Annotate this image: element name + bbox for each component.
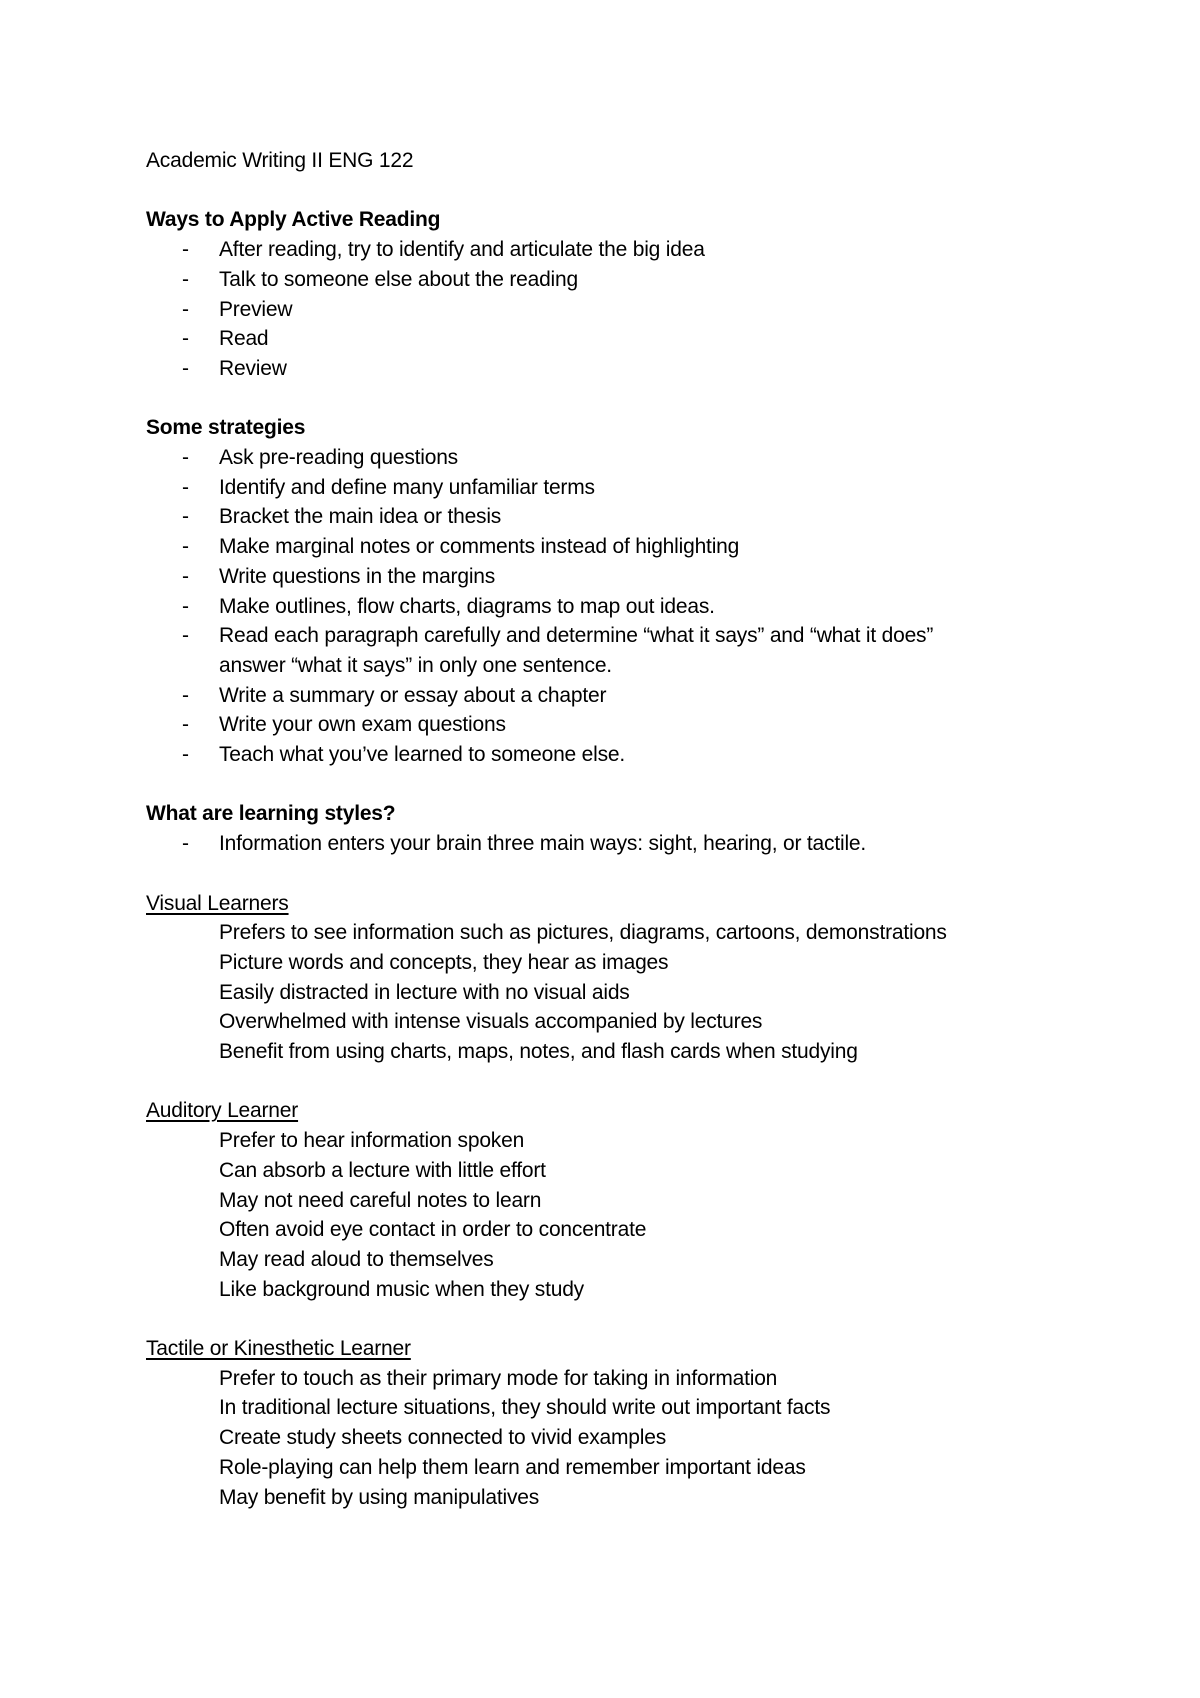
list-item: May read aloud to themselves xyxy=(219,1247,494,1271)
dash-bullet: - xyxy=(182,446,189,469)
list-item: Prefer to touch as their primary mode for taking in information xyxy=(219,1366,778,1390)
list-item: Prefers to see information such as pictures, diagrams, cartoons, demonstrations xyxy=(219,921,947,945)
auditory-learner-list xyxy=(146,1126,1106,1304)
dash-bullet: - xyxy=(182,475,189,499)
dash-bullet: - xyxy=(182,535,189,559)
dash-bullet: - xyxy=(182,297,189,321)
list-item: Like background music when they study xyxy=(219,1277,584,1301)
dash-bullet: - xyxy=(182,713,189,737)
spacer xyxy=(146,1067,1106,1097)
list-item: - Identify and define many unfamiliar terms xyxy=(146,473,1106,503)
dash-bullet: - xyxy=(182,594,189,618)
list-item: May benefit by using manipulatives xyxy=(219,1485,540,1509)
subheading-auditory-learner: Auditory Learner xyxy=(146,1099,299,1123)
list-item-continuation: answer “what it says” in only one sentence. xyxy=(219,653,612,677)
list-item: - Preview xyxy=(146,295,1106,325)
section-heading-strategies: Some strategies xyxy=(146,416,306,440)
spacer xyxy=(146,859,1106,889)
subheading-visual-learners: Visual Learners xyxy=(146,891,289,915)
list-item: - Make outlines, flow charts, diagrams to map out ideas. xyxy=(146,592,1106,622)
active-reading-list xyxy=(146,235,1106,384)
list-item: Prefer to hear information spoken xyxy=(219,1129,525,1153)
list-item: - Review xyxy=(146,354,1106,384)
dash-bullet: - xyxy=(182,743,189,767)
list-item: - Write a summary or essay about a chapter xyxy=(146,681,1106,711)
list-item: - Write your own exam questions xyxy=(146,710,1106,740)
list-item: Overwhelmed with intense visuals accompanied by lectures xyxy=(219,1010,763,1034)
dash-bullet: - xyxy=(182,624,189,648)
list-item: Benefit from using charts, maps, notes, and flash cards when studying xyxy=(219,1040,858,1064)
dash-bullet: - xyxy=(182,327,189,351)
spacer xyxy=(146,770,1106,800)
spacer xyxy=(146,384,1106,414)
list-item: Easily distracted in lecture with no visual aids xyxy=(219,980,630,1004)
dash-bullet: - xyxy=(182,832,189,856)
dash-bullet: - xyxy=(182,267,189,291)
list-item: Picture words and concepts, they hear as images xyxy=(219,950,669,974)
list-item: - Ask pre-reading questions xyxy=(146,443,1106,473)
document-body xyxy=(146,146,1106,1512)
list-item: - Write questions in the margins xyxy=(146,562,1106,592)
list-item: - Bracket the main idea or thesis xyxy=(146,502,1106,532)
dash-bullet: - xyxy=(182,505,189,529)
dash-bullet: - xyxy=(182,356,189,380)
dash-bullet: - xyxy=(182,238,189,262)
visual-learners-list xyxy=(146,918,1106,1067)
list-item: Can absorb a lecture with little effort xyxy=(219,1158,546,1182)
list-item: - Talk to someone else about the reading xyxy=(146,265,1106,295)
tactile-learner-list xyxy=(146,1364,1106,1513)
list-item: Often avoid eye contact in order to concentrate xyxy=(219,1218,647,1242)
list-item: In traditional lecture situations, they should write out important facts xyxy=(219,1396,831,1420)
list-item: - Read each paragraph carefully and determine “what it says” and “what it does” xyxy=(146,621,1106,651)
list-item: Role-playing can help them learn and remember important ideas xyxy=(219,1455,806,1479)
list-item: - Read xyxy=(146,324,1106,354)
list-item: - Information enters your brain three main ways: sight, hearing, or tactile. xyxy=(146,829,1106,859)
strategies-list xyxy=(146,443,1106,770)
learning-styles-list xyxy=(146,829,1106,859)
list-item: - Make marginal notes or comments instead of highlighting xyxy=(146,532,1106,562)
course-title: Academic Writing II ENG 122 xyxy=(146,149,414,172)
list-item: Create study sheets connected to vivid examples xyxy=(219,1426,667,1450)
dash-bullet: - xyxy=(182,564,189,588)
section-heading-learning-styles: What are learning styles? xyxy=(146,802,396,826)
dash-bullet: - xyxy=(182,683,189,707)
section-heading-active-reading: Ways to Apply Active Reading xyxy=(146,208,441,232)
subheading-tactile-learner: Tactile or Kinesthetic Learner xyxy=(146,1337,411,1361)
list-item: May not need careful notes to learn xyxy=(219,1188,542,1212)
list-item: - After reading, try to identify and articulate the big idea xyxy=(146,235,1106,265)
spacer xyxy=(146,176,1106,206)
list-item: - Teach what you’ve learned to someone else. xyxy=(146,740,1106,770)
spacer xyxy=(146,1304,1106,1334)
